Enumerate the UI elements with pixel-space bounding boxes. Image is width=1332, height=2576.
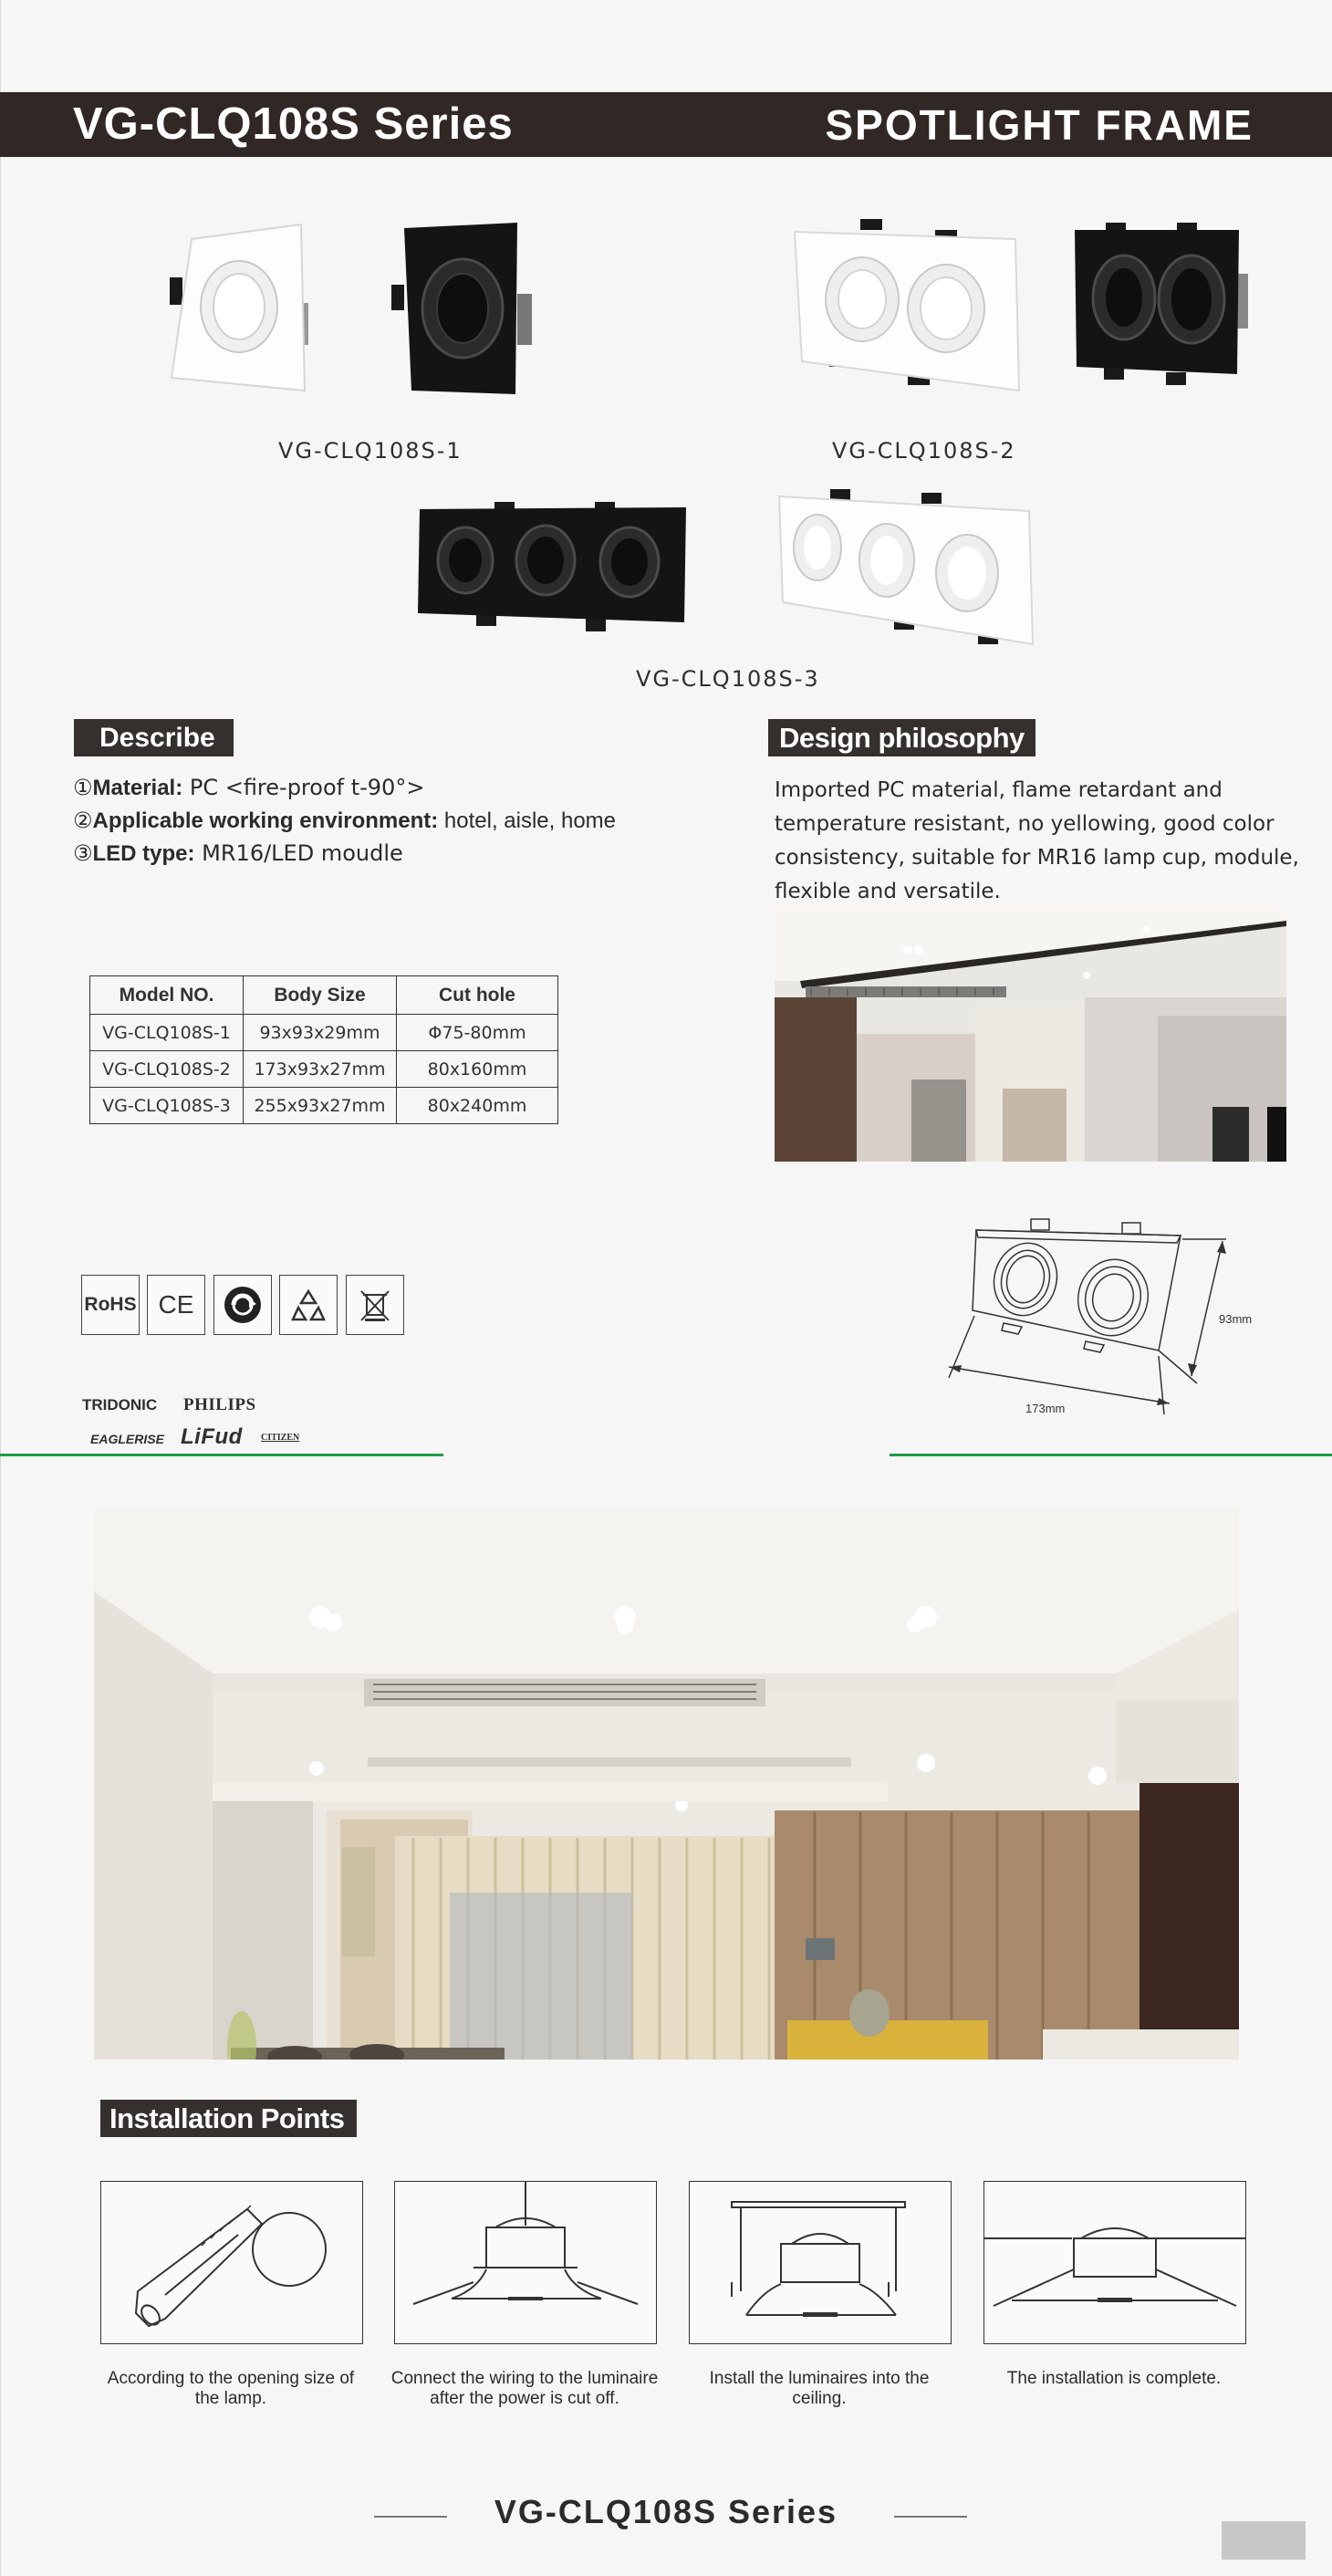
header-title: VG-CLQ108S Series (73, 99, 514, 149)
interior-hero-photo (94, 1509, 1239, 2060)
step-3-text: Install the luminaires into the ceiling. (709, 2369, 930, 2408)
brand-lifud: LiFud (181, 1424, 243, 1449)
step-1-illustration (100, 2181, 363, 2344)
footer-gray-block (1222, 2521, 1306, 2560)
footer-title: VG-CLQ108S Series (494, 2493, 838, 2530)
spec-environment: ②Applicable working environment: hotel, aisle, home (73, 808, 617, 833)
dimension-drawing (940, 1214, 1259, 1433)
divider-left (0, 1454, 443, 1456)
room-ceiling-photo (775, 906, 1286, 1162)
table-row (90, 1088, 558, 1124)
step-4-illustration (983, 2181, 1246, 2344)
product-image-double-black (1067, 219, 1250, 392)
header-category: SPOTLIGHT FRAME (825, 101, 1254, 149)
table-cell: VG-CLQ108S-1 (90, 1015, 244, 1051)
brand-eaglerise: EAGLERISE (90, 1432, 164, 1446)
table-row (90, 1051, 558, 1088)
product-caption-2: VG-CLQ108S-2 (832, 438, 1016, 464)
brand-philips: PHILIPS (183, 1395, 256, 1414)
installation-label: Installation Points (100, 2100, 357, 2137)
spec-material: ①Material: PC <fire-proof t-90°> (73, 775, 425, 800)
product-caption-3: VG-CLQ108S-3 (636, 666, 820, 692)
spec-table (89, 975, 558, 1124)
brand-tridonic: TRIDONIC (82, 1396, 158, 1413)
product-image-double-white (789, 212, 1026, 394)
product-image-single-white (164, 212, 328, 403)
design-philosophy-text: Imported PC material, flame retardant and temperature resistant, no yellowing, good color consistency, suitable for MR16 lamp cup, module, flexible and versatile. (775, 778, 1299, 903)
design-philosophy-label: Design philosophy (768, 719, 1035, 756)
describe-label: Describe (74, 719, 234, 756)
table-cell: Φ75-80mm (397, 1015, 558, 1051)
product-image-single-black (388, 212, 543, 403)
rohs-badge: RoHS (81, 1275, 140, 1335)
table-cell: 255x93x27mm (244, 1088, 397, 1124)
step-2-illustration (394, 2181, 657, 2344)
page-left-border (0, 0, 1, 2576)
table-header-cell: Cut hole (397, 976, 558, 1015)
table-cell: 173x93x27mm (244, 1051, 397, 1088)
dimension-height-label: 93mm (1219, 1312, 1253, 1326)
step-4-text: The installation is complete. (1006, 2369, 1222, 2388)
table-row (90, 1015, 558, 1051)
weee-bin-icon (346, 1275, 404, 1335)
step-2-text: Connect the wiring to the luminaire after the power is cut off. (390, 2369, 659, 2408)
step-3-illustration (689, 2181, 952, 2344)
table-cell: VG-CLQ108S-2 (90, 1051, 244, 1088)
table-header-row (90, 976, 558, 1015)
dimension-width-label: 173mm (1025, 1402, 1066, 1415)
footer-rule-right (894, 2516, 967, 2518)
spec-led-type: ③LED type: MR16/LED moudle (73, 840, 403, 866)
table-cell: 80x240mm (397, 1088, 558, 1124)
product-caption-1: VG-CLQ108S-1 (278, 438, 463, 464)
product-image-triple-white (775, 484, 1035, 648)
green-dot-icon (213, 1275, 272, 1335)
table-cell: 93x93x29mm (244, 1015, 397, 1051)
brand-citizen: CITIZEN (261, 1433, 300, 1443)
table-header-cell: Model NO. (90, 976, 244, 1015)
step-1-text: According to the opening size of the lamp. (107, 2369, 355, 2408)
ce-badge: CE (147, 1275, 205, 1335)
table-header-cell: Body Size (244, 976, 397, 1015)
product-image-triple-black (412, 498, 691, 631)
table-cell: 80x160mm (397, 1051, 558, 1088)
recycle-icon (279, 1275, 338, 1335)
table-cell: VG-CLQ108S-3 (90, 1088, 244, 1124)
divider-right (890, 1454, 1332, 1456)
